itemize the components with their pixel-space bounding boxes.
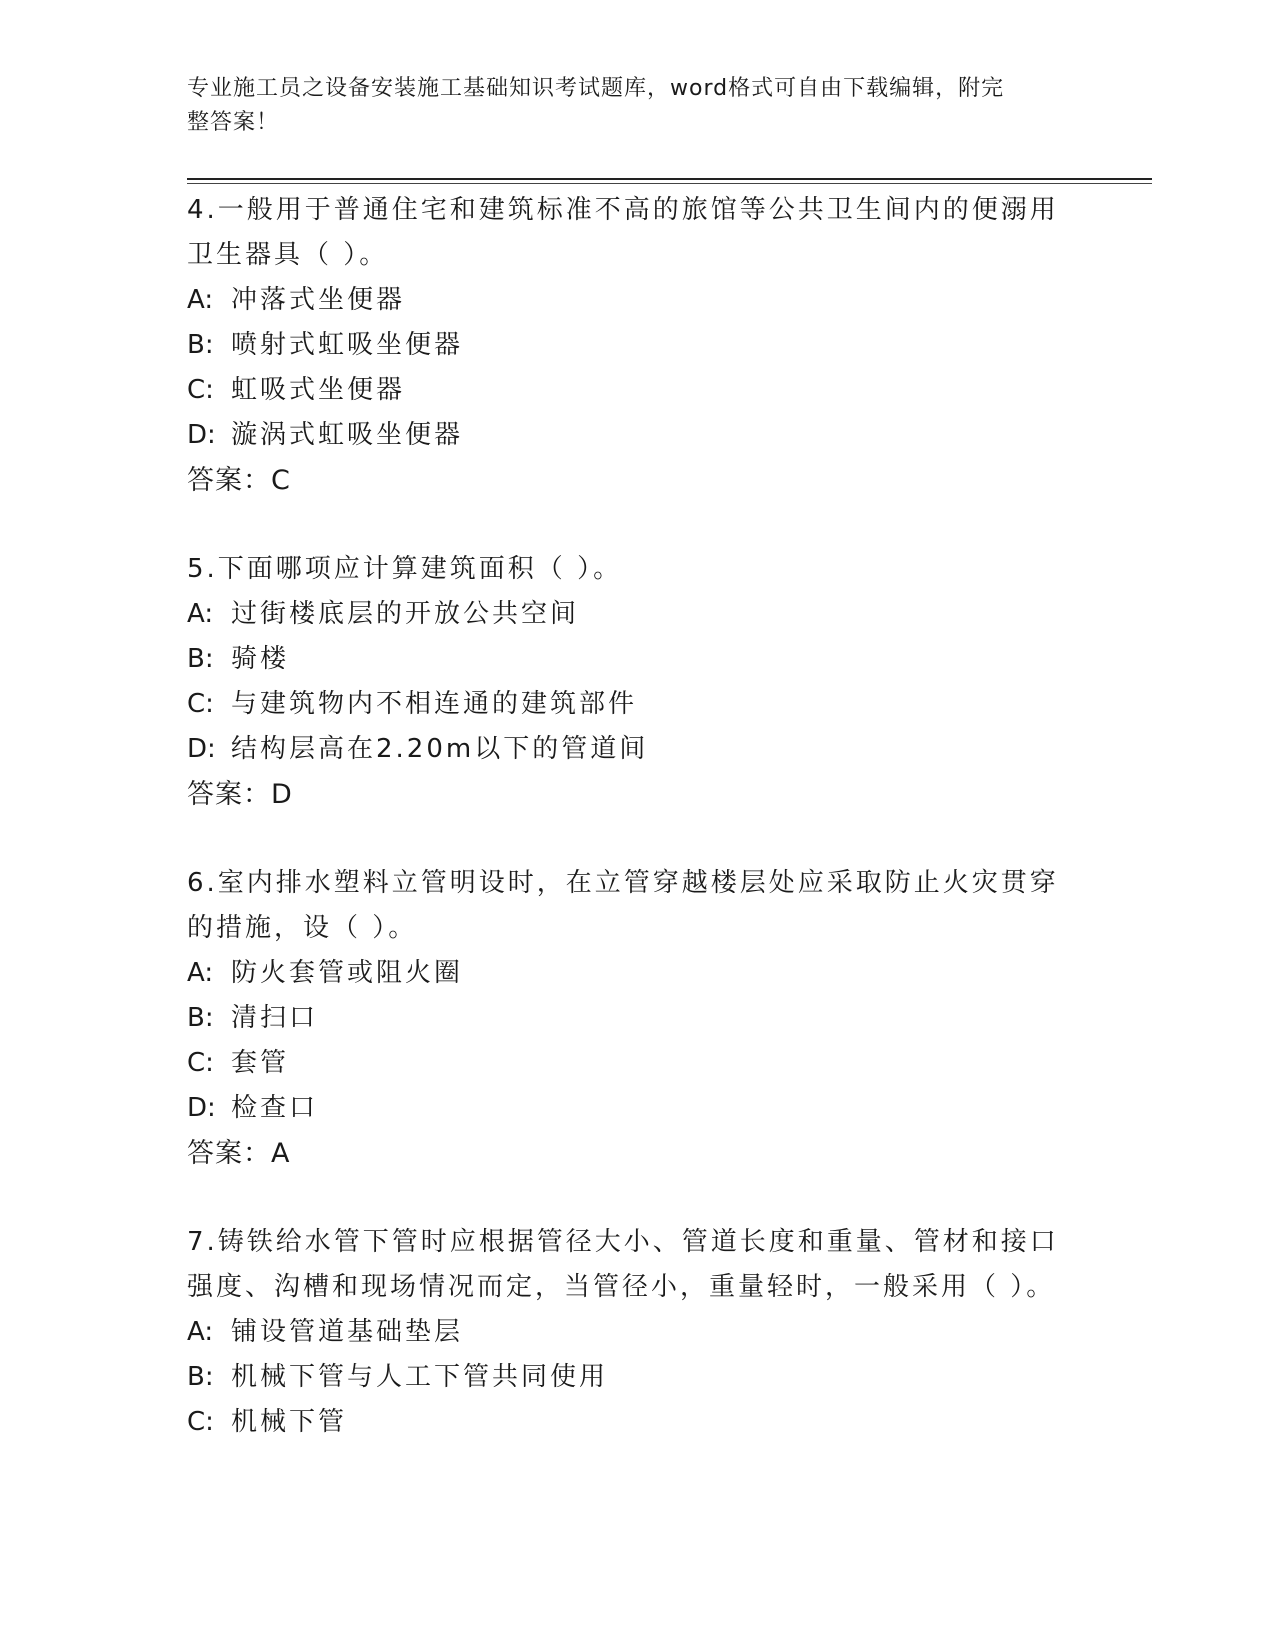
answer-option <box>187 592 1087 637</box>
question-text: 7.铸铁给水管下管时应根据管径大小、管道长度和重量、管材和接口 <box>187 1227 1059 1257</box>
option-letter: B: <box>187 644 214 674</box>
option-text: 喷射式虹吸坐便器 <box>231 330 464 360</box>
option-letter: A: <box>187 599 214 629</box>
answer-key: 答案：A <box>187 1138 291 1169</box>
option-text: 机械下管与人工下管共同使用 <box>231 1362 609 1392</box>
header-line-1: 专业施工员之设备安装施工基础知识考试题库，word格式可自由下载编辑，附完 <box>187 76 1005 101</box>
answer-option <box>187 1041 1087 1086</box>
answer-option <box>187 1400 1087 1445</box>
option-letter: D: <box>187 420 216 450</box>
option-letter: C: <box>187 375 214 405</box>
option-letter: B: <box>187 1003 214 1033</box>
answer-option <box>187 996 1087 1041</box>
answer-option <box>187 637 1087 682</box>
option-text: 虹吸式坐便器 <box>231 375 406 405</box>
option-letter: D: <box>187 1093 216 1123</box>
option-text: 清扫口 <box>231 1003 319 1033</box>
option-letter: A: <box>187 285 214 315</box>
option-letter: B: <box>187 330 214 360</box>
option-letter: C: <box>187 1048 214 1078</box>
option-letter: D: <box>187 734 216 764</box>
question-text: 强度、沟槽和现场情况而定，当管径小，重量轻时，一般采用（ ）。 <box>187 1272 1056 1302</box>
answer-option <box>187 1310 1087 1355</box>
question-list <box>187 188 1087 1489</box>
option-text: 漩涡式虹吸坐便器 <box>231 420 464 450</box>
option-text: 冲落式坐便器 <box>231 285 406 315</box>
question-text: 的措施，设（ ）。 <box>187 913 418 943</box>
question-block <box>187 1220 1087 1445</box>
question-block <box>187 861 1087 1176</box>
header-rule-thin <box>187 183 1152 184</box>
answer-option <box>187 727 1087 772</box>
option-text: 与建筑物内不相连通的建筑部件 <box>231 689 638 719</box>
option-text: 机械下管 <box>231 1407 348 1437</box>
question-block <box>187 188 1087 503</box>
document-header <box>187 72 1067 140</box>
answer-option <box>187 323 1087 368</box>
option-text: 防火套管或阻火圈 <box>231 958 464 988</box>
option-text: 套管 <box>231 1048 290 1078</box>
question-text: 6.室内排水塑料立管明设时，在立管穿越楼层处应采取防止火灾贯穿 <box>187 868 1059 898</box>
question-block <box>187 547 1087 817</box>
answer-option <box>187 278 1087 323</box>
answer-option <box>187 1086 1087 1131</box>
answer-option <box>187 682 1087 727</box>
question-text: 5.下面哪项应计算建筑面积（ ）。 <box>187 554 623 584</box>
answer-key: 答案：C <box>187 465 291 496</box>
answer-option <box>187 951 1087 996</box>
header-line-2: 整答案！ <box>187 110 280 135</box>
header-rule-thick <box>187 178 1152 180</box>
answer-option <box>187 413 1087 458</box>
answer-option <box>187 368 1087 413</box>
option-letter: C: <box>187 689 214 719</box>
option-letter: A: <box>187 1317 214 1347</box>
option-letter: A: <box>187 958 214 988</box>
option-text: 结构层高在2.20m以下的管道间 <box>231 734 649 764</box>
option-text: 过街楼底层的开放公共空间 <box>231 599 580 629</box>
answer-option <box>187 1355 1087 1400</box>
option-letter: B: <box>187 1362 214 1392</box>
question-text: 4.一般用于普通住宅和建筑标准不高的旅馆等公共卫生间内的便溺用 <box>187 195 1059 225</box>
option-letter: C: <box>187 1407 214 1437</box>
option-text: 铺设管道基础垫层 <box>231 1317 464 1347</box>
answer-key: 答案：D <box>187 779 293 810</box>
option-text: 检查口 <box>231 1093 319 1123</box>
option-text: 骑楼 <box>231 644 290 674</box>
question-text: 卫生器具（ ）。 <box>187 240 389 270</box>
